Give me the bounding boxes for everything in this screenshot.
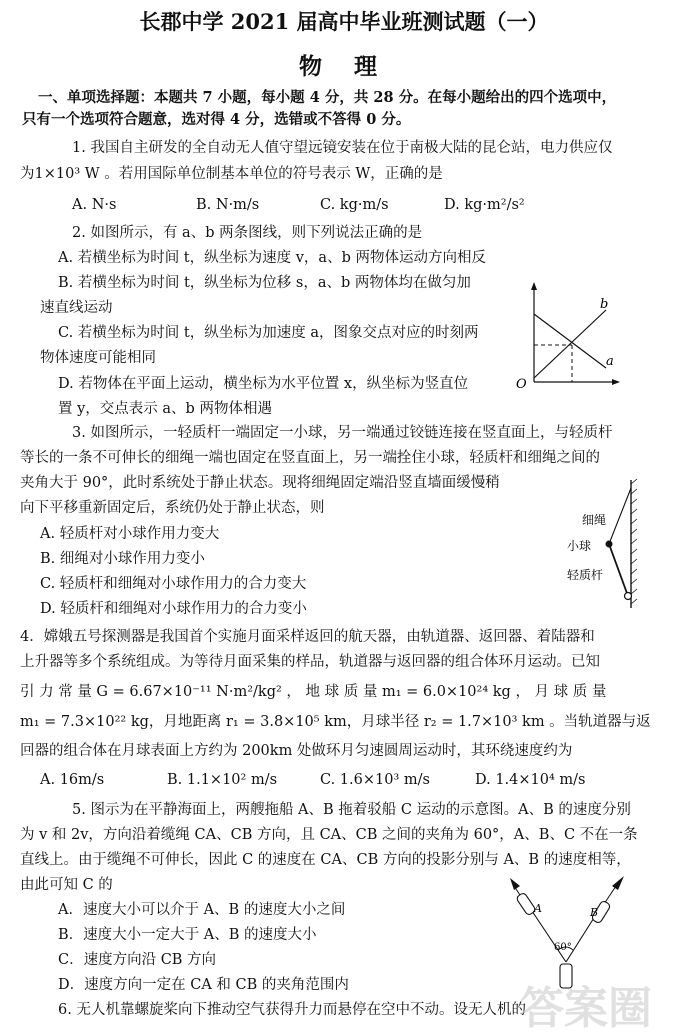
q2-option-c: C. 若横坐标为时间 t，纵坐标为加速度 a，图象交点对应的时刻两 — [58, 325, 479, 341]
rod-label: 轻质杆 — [567, 568, 604, 582]
line-b — [534, 310, 606, 378]
q4-stem-cont2: 引 力 常 量 G = 6.67×10⁻¹¹ N·m²/kg² ， 地 球 质 量 m₁ = 6.0×10²⁴ kg ， 月 球 质 量 — [20, 684, 607, 700]
ball-shape — [606, 541, 613, 548]
q6-stem: 6. 无人机靠螺旋桨向下推动空气获得升力而悬停在空中不动。设无人机的 — [58, 1002, 526, 1018]
rod-line — [609, 544, 628, 596]
rope-line — [609, 488, 631, 544]
q3-option-a: A. 轻质杆对小球作用力变大 — [40, 526, 220, 542]
q4-option-c: C. 1.6×10³ m/s — [320, 772, 430, 788]
q4-stem-cont1: 上升器等多个系统组成。为等待月面采集的样品，轨道器与返回器的组合体环月运动。已知 — [20, 654, 600, 670]
q5-option-a: A．速度大小可以介于 A、B 的速度大小之间 — [58, 902, 346, 918]
q5-option-c: C．速度方向沿 CB 方向 — [58, 952, 217, 968]
q2-graph-figure — [510, 280, 620, 392]
q4-stem: 4．嫦娥五号探测器是我国首个实施月面采样返回的航天器，由轨道器、返回器、着陆器和 — [20, 629, 595, 645]
q3-option-c: C. 轻质杆和细绳对小球作用力的合力变大 — [40, 576, 307, 592]
q1-stem: 1. 我国自主研发的全自动无人值守望远镜安装在位于南极大陆的昆仑站，电力供应仅 — [72, 140, 613, 156]
q3-rod-figure — [565, 478, 645, 613]
q2-option-b: B. 若横坐标为时间 t，纵坐标为位移 s，a、b 两物体均在做匀加 — [58, 275, 471, 291]
x-axis-arrow — [612, 379, 620, 385]
q3-stem-cont3: 向下平移重新固定后，系统仍处于静止状态，则 — [20, 500, 325, 516]
watermark-text: 答案圈 — [520, 983, 652, 1034]
hinge-shape — [625, 593, 632, 600]
q5-stem-cont1: 为 v 和 2v，方向沿着缆绳 CA、CB 方向，且 CA、CB 之间的夹角为 60°，A、B、C 不在一条 — [20, 827, 638, 843]
line-b-label: b — [600, 297, 609, 312]
q2-stem: 2. 如图所示，有 a、b 两条图线，则下列说法正确的是 — [72, 225, 423, 241]
q2-option-d-cont: 置 y，交点表示 a、b 两物体相遇 — [58, 401, 272, 417]
ball-label: 小球 — [567, 539, 592, 553]
y-axis-arrow — [531, 282, 537, 290]
q3-option-d: D. 轻质杆和细绳对小球作用力的合力变小 — [40, 601, 307, 617]
watermark-logo — [505, 975, 685, 1035]
q3-stem: 3. 如图所示，一轻质杆一端固定一小球，另一端通过铰链连接在竖直面上，与轻质杆 — [72, 425, 613, 441]
q5-option-b: B．速度大小一定大于 A、B 的速度大小 — [58, 927, 317, 943]
q4-option-d: D. 1.4×10⁴ m/s — [475, 772, 586, 788]
q3-stem-cont1: 等长的一条不可伸长的细绳一端也固定在竖直面上，另一端拴住小球，轻质杆和细绳之间的 — [20, 450, 600, 466]
q2-option-b-cont: 速直线运动 — [40, 300, 113, 316]
wall-hatching — [631, 479, 637, 604]
q3-stem-cont2: 夹角大于 90°，此时系统处于静止状态。现将细绳固定端沿竖直墙面缓慢稍 — [20, 475, 500, 491]
q4-option-a: A. 16m/s — [40, 772, 105, 788]
q4-stem-cont3: m₁ = 7.3×10²² kg，月地距离 r₁ = 3.8×10⁵ km，月球半径 r₂ = 1.7×10³ km 。当轨道器与返 — [20, 714, 651, 730]
q1-option-b: B. N·m/s — [196, 197, 260, 213]
rope-label: 细绳 — [582, 513, 607, 527]
q3-option-b: B. 细绳对小球作用力变小 — [40, 551, 205, 567]
section-heading: 一、单项选择题：本题共 7 小题，每小题 4 分，共 28 分。在每小题给出的四个选项中， — [38, 89, 617, 106]
exam-title: 长郡中学 2021 届高中毕业班测试题（一） — [139, 9, 549, 34]
q1-stem-cont: 为1×10³ W 。若用国际单位制基本单位的符号表示 W，正确的是 — [20, 166, 443, 182]
q4-option-b: B. 1.1×10² m/s — [167, 772, 278, 788]
q5-stem: 5. 图示为在平静海面上，两艘拖船 A、B 拖着驳船 C 运动的示意图。A、B 的速度分别 — [72, 802, 631, 818]
q1-option-a: A. N·s — [72, 197, 117, 213]
q5-boats-figure — [500, 872, 630, 992]
boat-a-label: A — [534, 902, 542, 915]
boat-b-label: B — [590, 906, 599, 919]
q5-stem-cont2: 直线上。由于缆绳不可伸长，因此 C 的速度在 CA、CB 方向的投影分别与 A、B 的速度相等， — [20, 852, 631, 868]
arrow-b — [612, 876, 624, 890]
q2-option-a: A. 若横坐标为时间 t，纵坐标为速度 v，a、b 两物体运动方向相反 — [58, 250, 486, 266]
angle-label: 60° — [554, 942, 572, 953]
q2-option-d: D. 若物体在平面上运动，横坐标为水平位置 x，纵坐标为竖直位 — [58, 376, 469, 392]
q1-option-d: D. kg·m²/s² — [444, 197, 525, 213]
q5-option-d: D．速度方向一定在 CA 和 CB 的夹角范围内 — [58, 977, 349, 993]
q5-stem-cont3: 由此可知 C 的 — [20, 877, 113, 893]
q1-option-c: C. kg·m/s — [320, 197, 389, 213]
q4-stem-cont4: 回器的组合体在月球表面上方约为 200km 处做环月匀速圆周运动时，其环绕速度约为 — [20, 743, 573, 759]
line-a — [534, 314, 606, 368]
q2-option-c-cont: 物体速度可能相同 — [40, 350, 156, 366]
subject-title: 物 理 — [298, 53, 389, 80]
line-a-label: a — [606, 354, 614, 369]
section-heading-cont: 只有一个选项符合题意，选对得 4 分，选错或不答得 0 分。 — [22, 111, 411, 128]
origin-label: O — [516, 377, 527, 392]
